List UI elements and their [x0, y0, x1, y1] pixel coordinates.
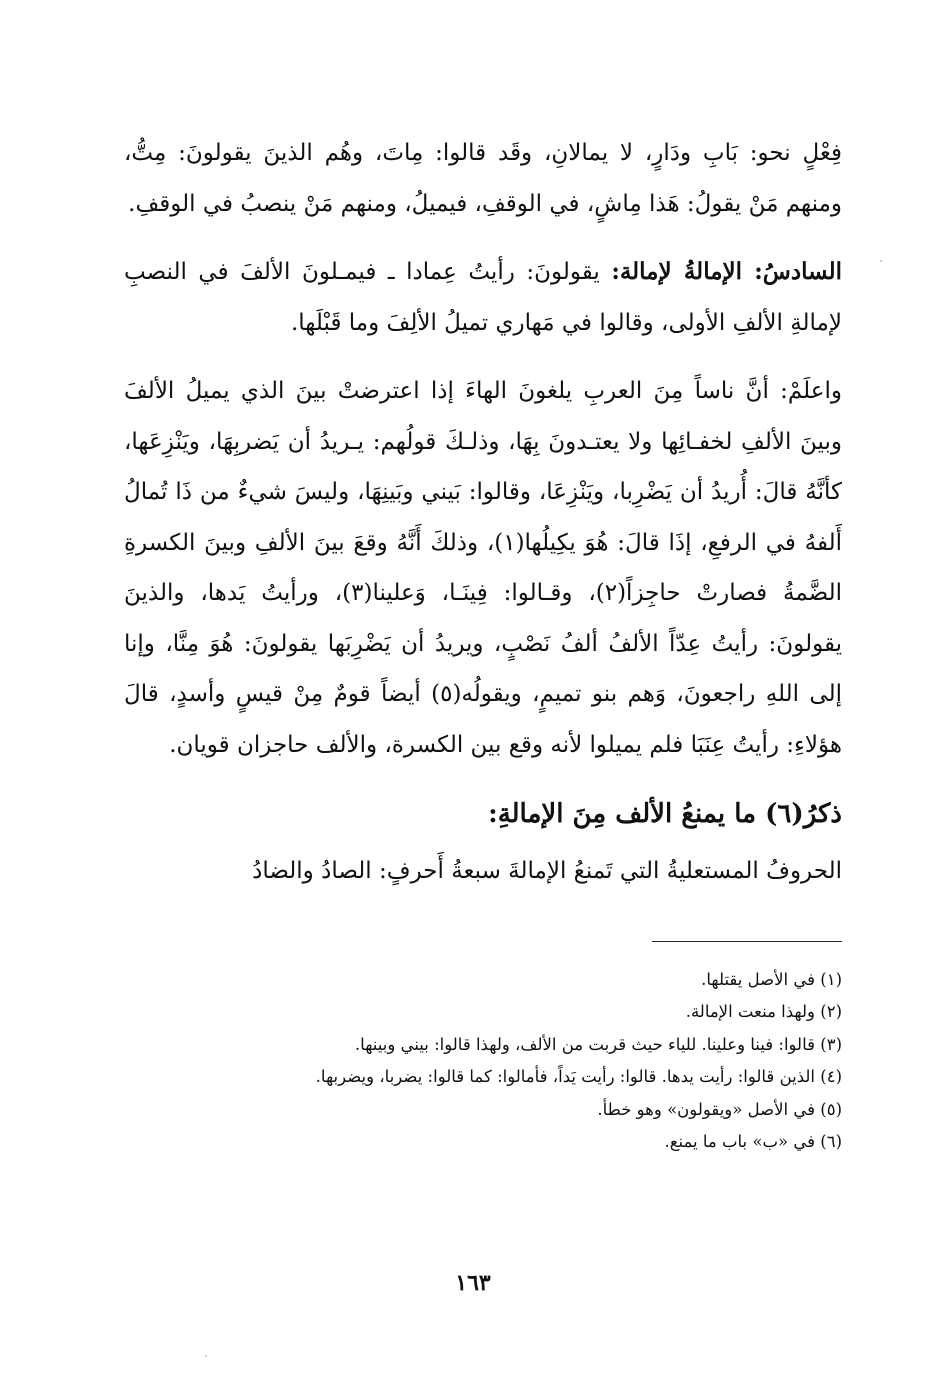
- footnote-4: (٤) الذين قالوا: رأيت يدها. قالوا: رأيت يَداً، فأمالوا: كما قالوا: يضربا، ويضربها.: [315, 1067, 842, 1086]
- footnote-5: (٥) في الأصل «ويقولون» وهو خطأ.: [597, 1099, 842, 1119]
- paragraph-4: الحروفُ المستعليةُ التي تَمنعُ الإمالةَ سبعةُ أَحرفٍ: الصادُ والضادُ: [252, 858, 842, 884]
- scan-speck: [880, 260, 882, 262]
- paragraph-2-lead: السادسُ: الإمالةُ لإمالة:: [611, 258, 842, 285]
- footnote-6: (٦) في «ب» باب ما يمنع.: [664, 1132, 842, 1151]
- page-number: ١٦٣: [455, 1270, 491, 1296]
- footnote-divider: [652, 941, 842, 942]
- paragraph-2: [124, 247, 842, 348]
- footnote-3: (٣) قالوا: فينا وعلينا. للياء حيث قربت من الألف، ولهذا قالوا: بيني وبينها.: [354, 1034, 842, 1054]
- footnote-2: (٢) ولهذا منعت الإمالة.: [685, 1002, 842, 1021]
- paragraph-3-text: واعلَمْ: أنَّ ناساً مِنَ العربِ يلغونَ الهاءَ إذا اعترضتْ بينَ الذي يميلُ الألفَ وبينَ الألفِ لخفـائِها ولا يعتـدونَ بِهَا، وذلـكَ قولُهم: يـريدُ أن يَضربِهَا، ويَنْزِعَها، كأنَّهُ قالَ: أُريدُ أن يَضْرِبا، ويَنْزِعَا، وقالوا: بَيني وبَينِهَا، وليسَ شيءٌ من ذَا تُمالُ أَلفهُ في الرفعِ، إذَا قالَ: هُوَ يكِيلُها(١)، وذلكَ أَنَّهُ وقعَ بينَ الألفِ وبينَ الكسرةِ الضَّمةُ فصارتْ حاجِزاً(٢)، وقـالوا: فِينَـا، وَعلينا(٣)، ورأيتُ يَدها، والذينَ يقولونَ: رأيتُ عِدّاً الألفُ ألفُ نَصْبٍ، ويريدُ أن يَضْرِبَها يقولونَ: هُوَ مِنَّا، وإنا إلى اللهِ راجعونَ، وَهم بنو تميمٍ، ويقولُه(٥) أيضاً قومٌ مِنْ قيسٍ وأسدٍ، قالَ هؤلاءِ: رأيتُ عِنَبَا فلم يميلوا لأنه وقع بين الكسرة، والألف حاجزان قويان.: [124, 378, 842, 758]
- footnotes: [124, 964, 842, 1159]
- paragraph-2-text: يقولونَ: رأيتُ عِمادا ـ فيمـلونَ الألفَ في النصبِ لإمالةِ الألفِ الأولى، وقالوا في مَهاري تميلُ الألِفَ وما قَبْلَها.: [124, 259, 842, 336]
- section-heading: ذكرُ(٦) ما يمنعُ الألف مِنَ الإمالةِ:: [488, 799, 842, 829]
- scan-speck: [205, 1355, 207, 1357]
- paragraph-1-text: فِعْلٍ نحو: بَابِ ودَارٍ، لا يمالانِ، وقَد قالوا: مِاتَ، وهُم الذينَ يقولونَ: مِتُّ، ومنهم مَنْ يقولُ: هَذا مِاشٍ، في الوقفِ، فيميلُ، ومنهم مَنْ ينصبُ في الوقفِ.: [124, 140, 842, 217]
- paragraph-3: [124, 366, 842, 770]
- paragraph-1: [124, 128, 842, 229]
- footnote-1: (١) في الأصل يقتلها.: [701, 969, 842, 989]
